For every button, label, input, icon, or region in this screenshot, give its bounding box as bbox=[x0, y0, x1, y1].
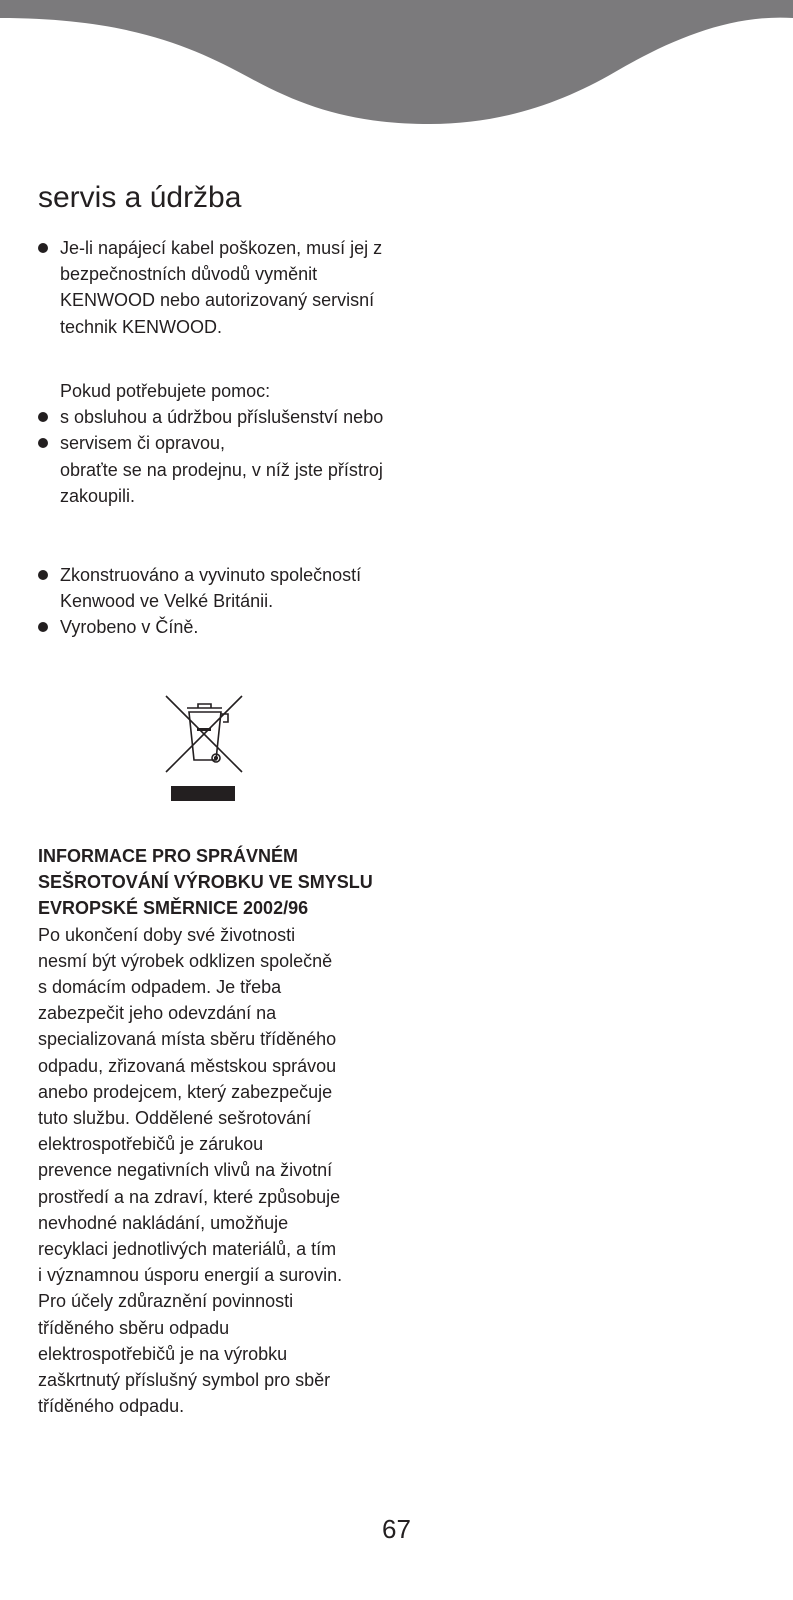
made-item-text: Vyrobeno v Číně. bbox=[60, 617, 199, 638]
list-item bbox=[38, 430, 388, 456]
help-item-1-text: s obsluhou a údržbou příslušenství nebo bbox=[60, 407, 384, 428]
bullet-icon bbox=[38, 412, 48, 422]
help-intro: Pokud potřebujete pomoc: bbox=[60, 381, 271, 401]
help-item-2-text: servisem či opravou, bbox=[60, 433, 226, 454]
disposal-info bbox=[38, 843, 388, 1419]
bullet-icon bbox=[38, 570, 48, 580]
disposal-heading: INFORMACE PRO SPRÁVNÉM SEŠROTOVÁNÍ VÝROBKU VE SMYSLU EVROPSKÉ SMĚRNICE 2002/96 bbox=[38, 846, 373, 919]
list-item bbox=[38, 614, 388, 640]
list-item bbox=[38, 235, 388, 340]
service-cable-block bbox=[38, 235, 388, 340]
list-item bbox=[38, 404, 388, 430]
cable-item-text: Je-li napájecí kabel poškozen, musí jej z bezpečnostních důvodů vyměnit KENWOOD nebo autorizovaný servisní technik KENWOOD. bbox=[60, 238, 383, 337]
origin-block bbox=[38, 562, 388, 641]
page-number: 67 bbox=[382, 1514, 411, 1544]
disposal-body: Po ukončení doby své životnosti nesmí být výrobek odklizen společně s domácím odpadem. Je třeba zabezpečit jeho odevzdání na specializovaná místa sběru tříděného odpadu, zřizovaná městskou správou anebo prodejcem, který zabezpečuje tuto službu. Oddělené sešrotování elektrospotřebičů je zárukou prevence negativních vlivů na životní prostředí a na zdraví, které způsobuje nevhodné nakládání, umožňuje recyklaci jednotlivých materiálů, a tím i významnou úsporu energií a surovin. Pro účely zdůraznění povinnosti tříděného sběru odpadu elektrospotřebičů je na výrobku zaškrtnutý příslušný symbol pro sběr tříděného odpadu. bbox=[38, 924, 343, 1417]
bullet-icon bbox=[38, 622, 48, 632]
service-help-block bbox=[38, 378, 388, 509]
header-wave-decoration bbox=[0, 0, 793, 130]
crossed-out-wheelie-bin-icon bbox=[160, 690, 250, 810]
section-title: servis a údržba bbox=[38, 181, 242, 214]
header-wave-shape bbox=[0, 0, 793, 124]
help-outro: obraťte se na prodejnu, v níž jste přístroj zakoupili. bbox=[60, 459, 383, 506]
bullet-icon bbox=[38, 243, 48, 253]
list-item bbox=[38, 562, 388, 614]
designed-item-text: Zkonstruováno a vyvinuto společností Kenwood ve Velké Británii. bbox=[60, 565, 362, 612]
bullet-icon bbox=[38, 438, 48, 448]
